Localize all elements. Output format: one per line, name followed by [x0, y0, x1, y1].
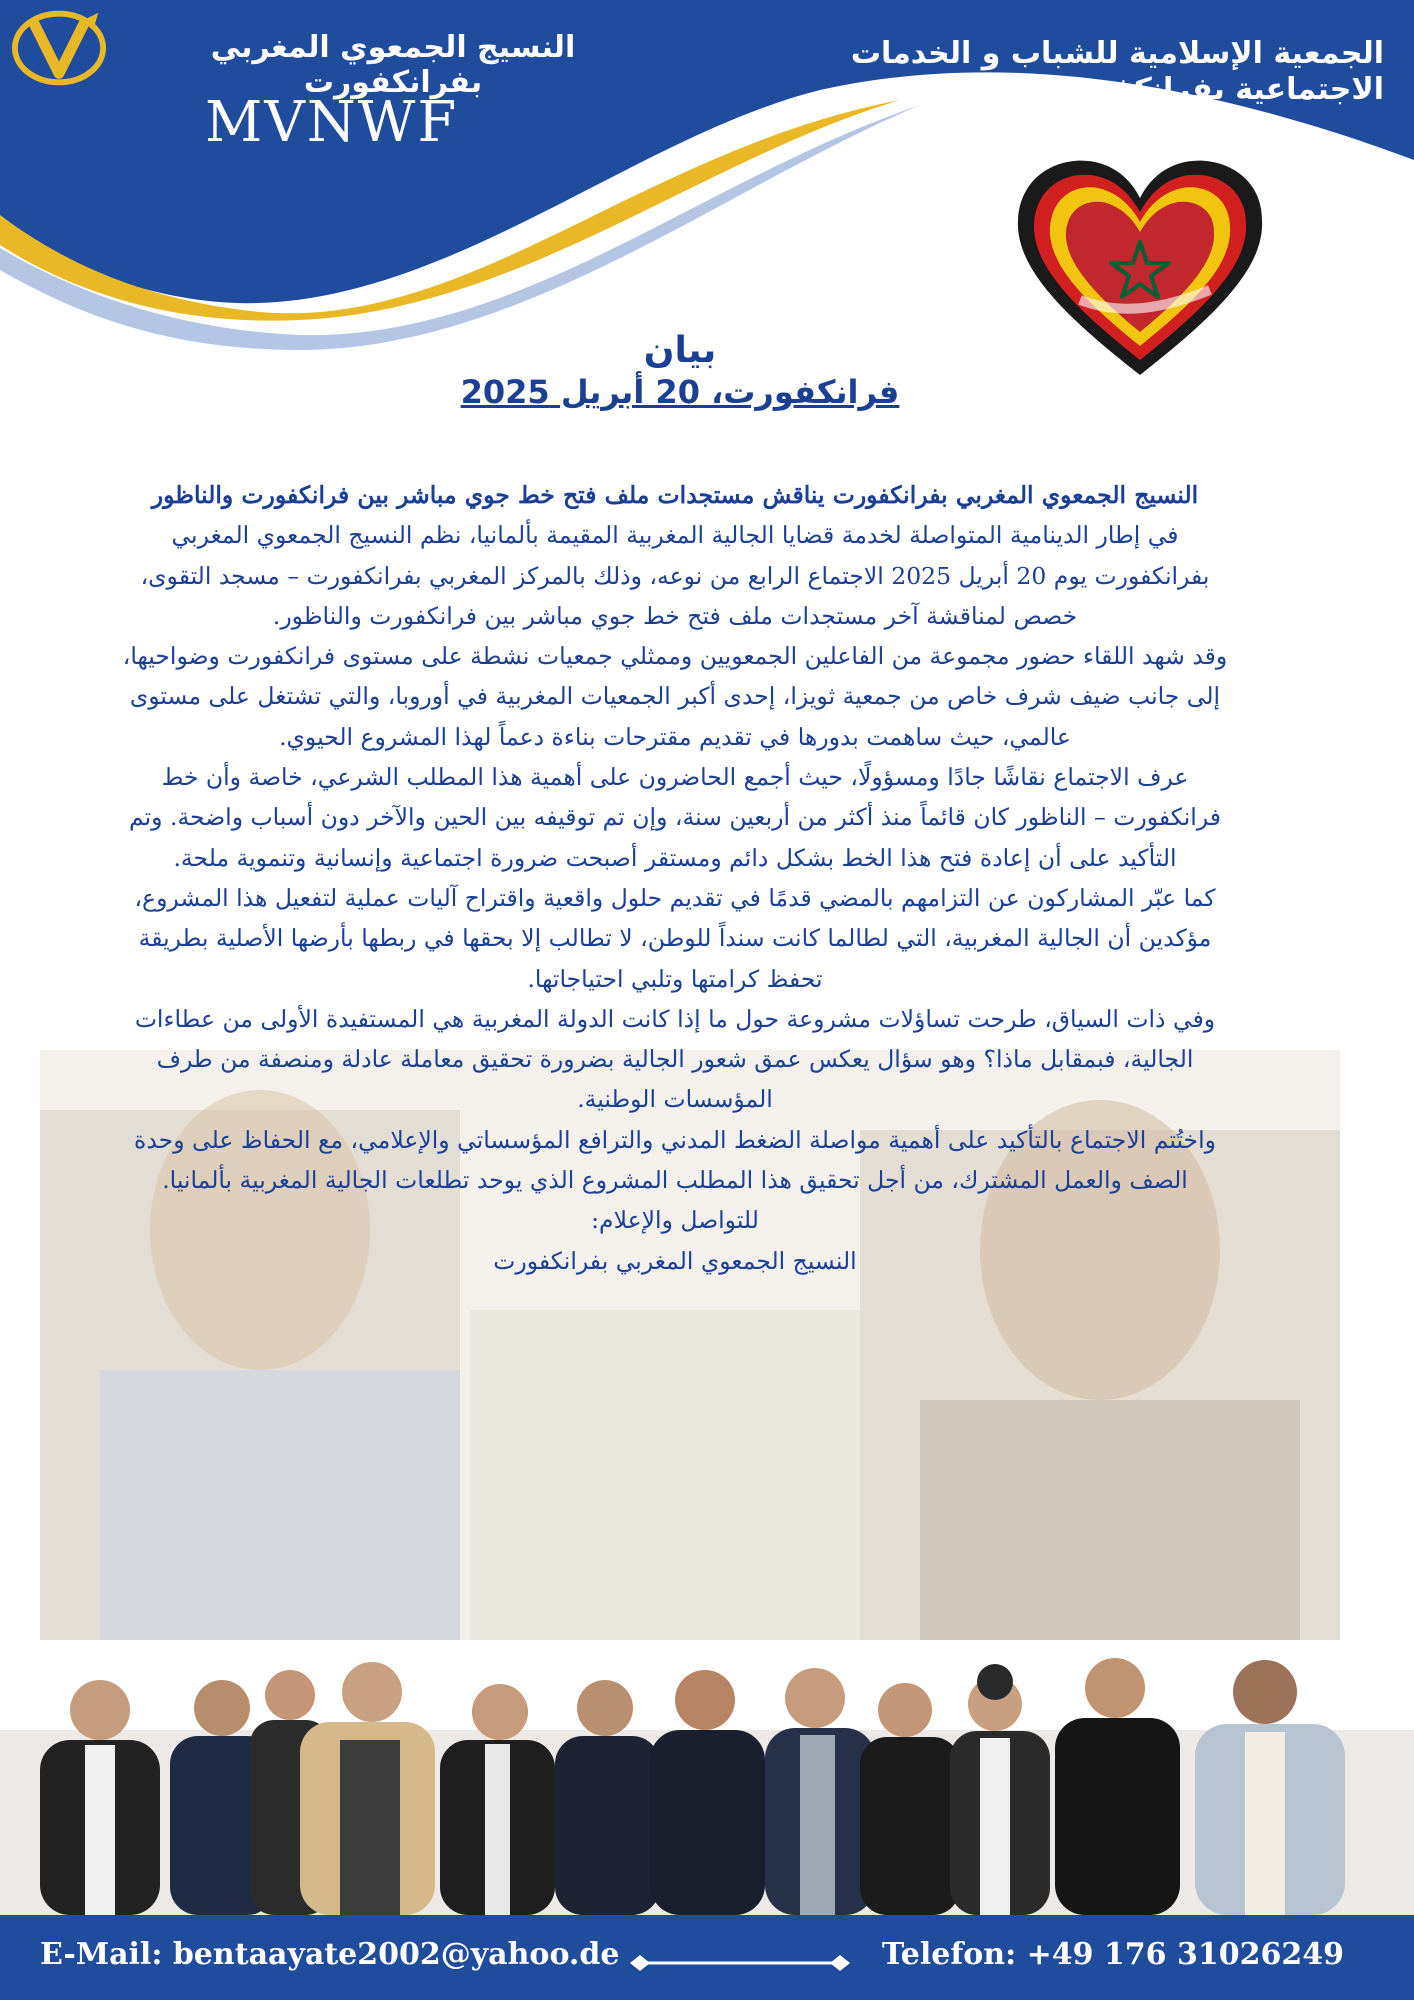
diamond-divider-icon: [630, 1955, 850, 1971]
org-name-arabic-left: النسيج الجمعوي المغربي بفرانكفورت: [210, 30, 576, 100]
statement-paragraph: واختُتم الاجتماع بالتأكيد على أهمية مواصلة الضغط المدني والترافع المؤسساتي والإعلامي، مع الحفاظ على وحدة الصف والعمل المشترك، من أجل تحقيق هذا المطلب المشروع الذي يوحد تطلعات الجالية المغربية بألمانيا.: [134, 1125, 1216, 1195]
org-right-line-2: الاجتماعية بفرانكفورت: [1046, 72, 1384, 107]
contact-phone[interactable]: Telefon: +49 176 31026249: [881, 1937, 1344, 1972]
morocco-flag-heart-icon: [1010, 150, 1270, 380]
footer-bar: [0, 1915, 1414, 2000]
group-photo: [0, 1640, 1414, 1915]
statement-headline: النسيج الجمعوي المغربي بفرانكفورت يناقش مستجدات ملف فتح خط جوي مباشر بين فرانكفورت والناظور: [151, 481, 1199, 509]
org-right-line-1: الجمعية الإسلامية للشباب و الخدمات: [850, 36, 1384, 71]
statement-title-block: [330, 330, 1030, 412]
organization-logo-icon: [10, 8, 108, 88]
statement-paragraph: كما عبّر المشاركون عن التزامهم بالمضي قدمًا في تقديم حلول واقعية واقتراح آليات عملية لتفعيل هذا المشروع، مؤكدين أن الجالية المغربية، التي لطالما كانت سنداً للوطن، لا تطالب إلا بحقها في ربطها بأرضها الأصلية بطريقة تحفظ كرامتها وتلبي احتياجاتها.: [134, 883, 1216, 993]
signature: النسيج الجمعوي المغربي بفرانكفورت: [493, 1246, 857, 1275]
contact-label: للتواصل والإعلام:: [591, 1206, 759, 1235]
statement-paragraph: وقد شهد اللقاء حضور مجموعة من الفاعلين الجمعويين وممثلي جمعيات نشطة على مستوى فرانكفورت وضواحيها، إلى جانب ضيف شرف خاص من جمعية ثويزا، إحدى أكبر الجمعيات المغربية في أوروبا، والتي تشتغل على مستوى عالمي، حيث ساهمت بدورها في تقديم مقترحات بناءة دعماً لهذا المشروع الحيوي.: [122, 642, 1228, 751]
statement-place-date: فرانكفورت، 20 أبريل 2025: [460, 373, 900, 411]
org-name-arabic-right: [784, 36, 1384, 108]
org-acronym: MVNWF: [205, 90, 459, 155]
statement-title: بيان: [643, 330, 717, 371]
contact-email[interactable]: E-Mail: bentaayate2002@yahoo.de: [40, 1937, 620, 1972]
statement-paragraph: في إطار الدينامية المتواصلة لخدمة قضايا الجالية المغربية المقيمة بألمانيا، نظم النسيج الجمعوي المغربي بفرانكفورت يوم 20 أبريل 2025 الاجتماع الرابع من نوعه، وذلك بالمركز المغربي بفرانكفورت – مسجد التقوى، خصص لمناقشة آخر مستجدات ملف فتح خط جوي مباشر بين فرانكفورت والناظور.: [140, 521, 1210, 630]
statement-paragraph: وفي ذات السياق، طرحت تساؤلات مشروعة حول ما إذا كانت الدولة المغربية هي المستفيدة الأولى من عطاءات الجالية، فبمقابل ماذا؟ وهو سؤال يعكس عمق شعور الجالية بضرورة تحقيق معاملة عادلة ومنصفة من طرف المؤسسات الوطنية.: [134, 1004, 1216, 1114]
statement-body: [120, 475, 1230, 1281]
statement-paragraph: عرف الاجتماع نقاشًا جادًا ومسؤولًا، حيث أجمع الحاضرون على أهمية هذا المطلب الشرعي، خاصة وأن خط فرانكفورت – الناظور كان قائماً منذ أكثر من أربعين سنة، وإن تم توقيفه بين الحين والآخر دون أسباب واضحة. وتم التأكيد على أن إعادة فتح هذا الخط بشكل دائم ومستقر أصبحت ضرورة اجتماعية وإنسانية وتنموية ملحة.: [128, 763, 1221, 872]
